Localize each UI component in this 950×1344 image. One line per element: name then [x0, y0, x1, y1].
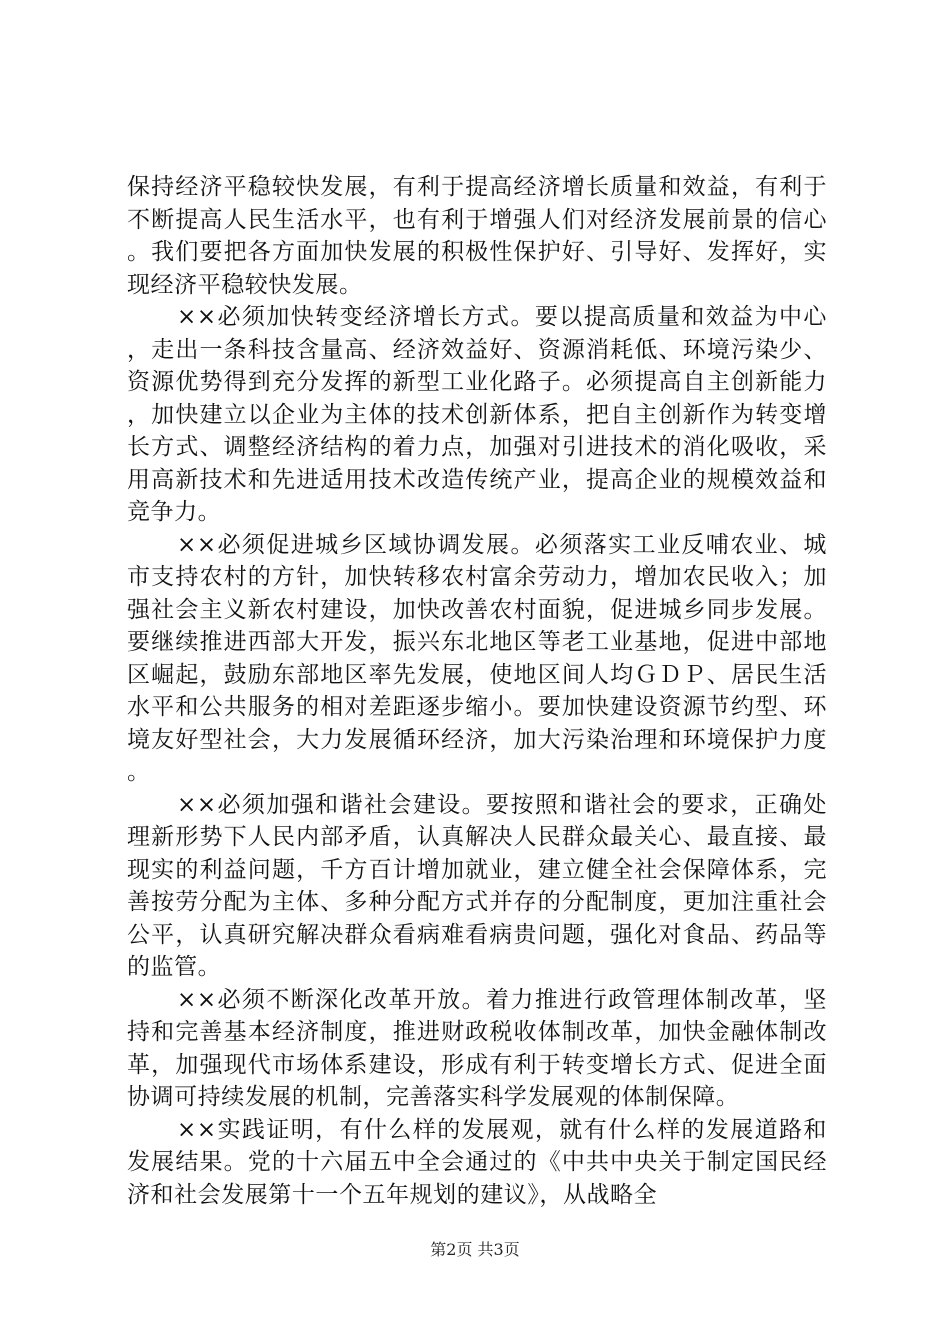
paragraph-1: 保持经济平稳较快发展，有利于提高经济增长质量和效益，有利于不断提高人民生活水平，也有利于增强人们对经济发展前景的信心。我们要把各方面加快发展的积极性保护好、引导好、发挥好，实现经济平稳较快发展。 — [127, 174, 827, 298]
paragraph-5: ××必须不断深化改革开放。着力推进行政管理体制改革，坚持和完善基本经济制度，推进财政税收体制改革，加快金融体制改革，加强现代市场体系建设，形成有利于转变增长方式、促进全面协调可持续发展的机制，完善落实科学发展观的体制保障。 — [127, 986, 827, 1110]
page-number-footer: 第2页 共3页 — [430, 1240, 520, 1259]
paragraph-6: ××实践证明，有什么样的发展观，就有什么样的发展道路和发展结果。党的十六届五中全会通过的《中共中央关于制定国民经济和社会发展第十一个五年规划的建议》，从战略全 — [127, 1116, 827, 1208]
document-body — [127, 171, 827, 1211]
paragraph-2: ××必须加快转变经济增长方式。要以提高质量和效益为中心，走出一条科技含量高、经济效益好、资源消耗低、环境污染少、资源优势得到充分发挥的新型工业化路子。必须提高自主创新能力，加快建立以企业为主体的技术创新体系，把自主创新作为转变增长方式、调整经济结构的着力点，加强对引进技术的消化吸收，采用高新技术和先进适用技术改造传统产业，提高企业的规模效益和竞争力。 — [127, 304, 827, 525]
paragraph-4: ××必须加强和谐社会建设。要按照和谐社会的要求，正确处理新形势下人民内部矛盾，认真解决人民群众最关心、最直接、最现实的利益问题，千方百计增加就业，建立健全社会保障体系，完善按劳分配为主体、多种分配方式并存的分配制度，更加注重社会公平，认真研究解决群众看病难看病贵问题，强化对食品、药品等的监管。 — [127, 791, 827, 980]
paragraph-3: ××必须促进城乡区域协调发展。必须落实工业反哺农业、城市支持农村的方针，加快转移农村富余劳动力，增加农民收入；加强社会主义新农村建设，加快改善农村面貌，促进城乡同步发展。要继续推进西部大开发，振兴东北地区等老工业基地，促进中部地区崛起，鼓励东部地区率先发展，使地区间人均ＧＤＰ、居民生活水平和公共服务的相对差距逐步缩小。要加快建设资源节约型、环境友好型社会，大力发展循环经济，加大污染治理和环境保护力度。 — [127, 531, 827, 785]
